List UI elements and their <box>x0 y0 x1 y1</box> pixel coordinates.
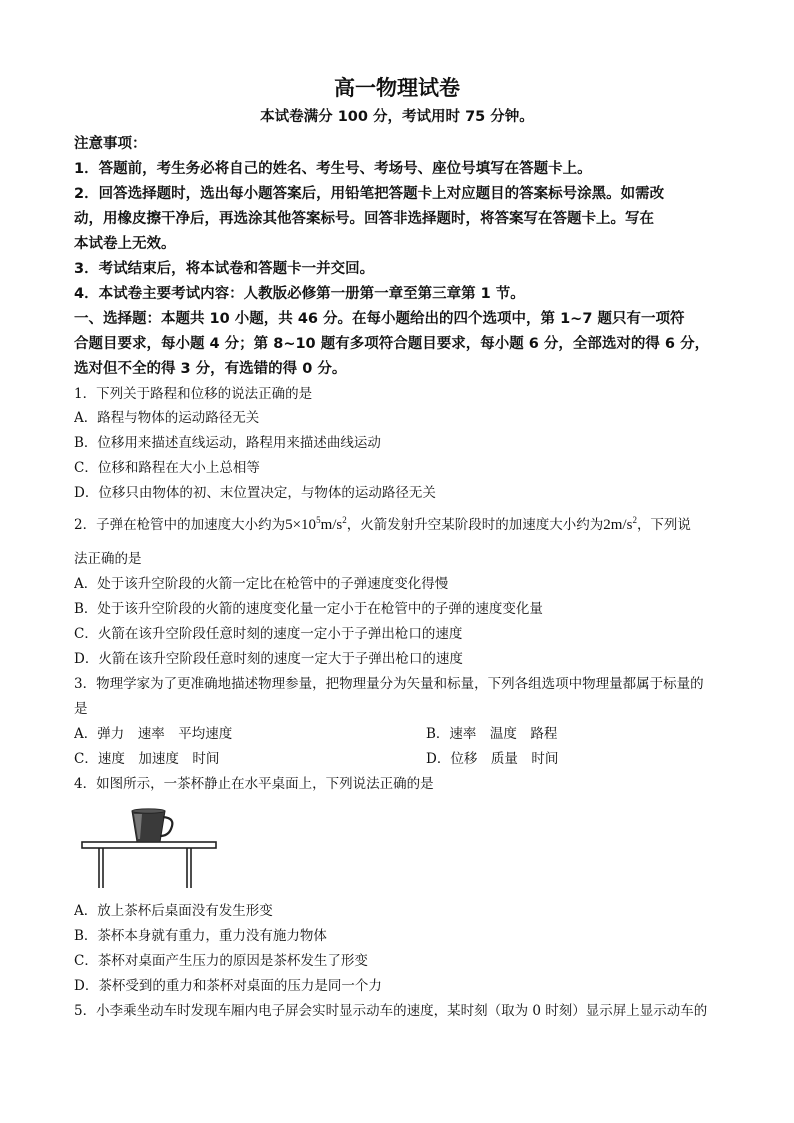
q1-option-d: D．位移只由物体的初、末位置决定，与物体的运动路径无关 <box>74 485 436 501</box>
q2-stem-text-a: 2．子弹在枪管中的加速度大小约为 <box>74 517 286 533</box>
q4-option-c: C．茶杯对桌面产生压力的原因是茶杯发生了形变 <box>74 953 368 969</box>
notice-item-2-line-2: 动，用橡皮擦干净后，再选涂其他答案标号。回答非选择题时，将答案写在答题卡上。写在 <box>74 211 654 227</box>
q2-stem-text-c: ，下列说 <box>636 517 691 533</box>
exam-title: 高一物理试卷 <box>334 76 460 100</box>
notice-item-1: 1．答题前，考生务必将自己的姓名、考生号、考场号、座位号填写在答题卡上。 <box>74 161 592 177</box>
section-1-instructions-line-1: 一、选择题：本题共 10 小题，共 46 分。在每小题给出的四个选项中，第 1~7 题只有一项符 <box>74 311 685 327</box>
notice-item-2-line-3: 本试卷上无效。 <box>74 236 176 252</box>
q2-bullet-acceleration: $5\times 10^5m/s^2$ <box>285 515 347 533</box>
table-icon <box>82 842 216 888</box>
q2-stem-text-b: ，火箭发射升空某阶段时的加速度大小约为 <box>346 517 604 533</box>
q1-option-b: B．位移用来描述直线运动，路程用来描述曲线运动 <box>74 435 381 451</box>
notice-heading: 注意事项： <box>74 136 147 152</box>
q3-option-c: C．速度 加速度 时间 <box>74 751 220 767</box>
q1-option-c: C．位移和路程在大小上总相等 <box>74 460 260 476</box>
q2-option-a: A．处于该升空阶段的火箭一定比在枪管中的子弹速度变化得慢 <box>74 576 449 592</box>
q4-option-b: B．茶杯本身就有重力，重力没有施力物体 <box>74 928 327 944</box>
q4-option-d: D．茶杯受到的重力和茶杯对桌面的压力是同一个力 <box>74 978 382 994</box>
q2-option-b: B．处于该升空阶段的火箭的速度变化量一定小于在枪管中的子弹的速度变化量 <box>74 601 543 617</box>
q2-stem-line-1 <box>74 513 726 534</box>
q1-stem: 1．下列关于路程和位移的说法正确的是 <box>74 386 313 402</box>
q3-stem-line-2: 是 <box>74 701 88 717</box>
q2-rocket-acceleration: $2m/s^2$ <box>603 515 637 533</box>
q4-option-a: A．放上茶杯后桌面没有发生形变 <box>74 903 273 919</box>
section-1-instructions-line-2: 合题目要求，每小题 4 分；第 8~10 题有多项符合题目要求，每小题 6 分，全部选对的得 6 分， <box>74 336 710 352</box>
q4-stem: 4．如图所示，一茶杯静止在水平桌面上，下列说法正确的是 <box>74 776 434 792</box>
q3-option-b: B．速率 温度 路程 <box>426 726 558 742</box>
q3-options-row-2 <box>74 747 726 767</box>
exam-subtitle: 本试卷满分 100 分，考试用时 75 分钟。 <box>260 109 534 125</box>
q3-option-a: A．弹力 速率 平均速度 <box>74 726 233 742</box>
q3-stem-line-1: 3．物理学家为了更准确地描述物理参量，把物理量分为矢量和标量，下列各组选项中物理量都属于标量的 <box>74 676 704 692</box>
q2-option-c: C．火箭在该升空阶段任意时刻的速度一定小于子弹出枪口的速度 <box>74 626 463 642</box>
teacup-icon <box>132 809 172 842</box>
q5-stem: 5．小李乘坐动车时发现车厢内电子屏会实时显示动车的速度，某时刻（取为 0 时刻）显示屏上显示动车的 <box>74 1003 708 1019</box>
notice-item-4: 4．本试卷主要考试内容：人教版必修第一册第一章至第三章第 1 节。 <box>74 286 525 302</box>
notice-item-2-line-1: 2．回答选择题时，选出每小题答案后，用铅笔把答题卡上对应题目的答案标号涂黑。如需改 <box>74 186 665 202</box>
teacup-on-table-illustration <box>80 805 220 890</box>
q2-option-d: D．火箭在该升空阶段任意时刻的速度一定大于子弹出枪口的速度 <box>74 651 463 667</box>
q3-options-row-1 <box>74 722 726 742</box>
notice-item-3: 3．考试结束后，将本试卷和答题卡一并交回。 <box>74 261 375 277</box>
q2-stem-line-2: 法正确的是 <box>74 551 142 567</box>
section-1-instructions-line-3: 选对但不全的得 3 分，有选错的得 0 分。 <box>74 361 347 377</box>
q3-option-d: D．位移 质量 时间 <box>426 751 559 767</box>
q1-option-a: A．路程与物体的运动路径无关 <box>74 410 260 426</box>
